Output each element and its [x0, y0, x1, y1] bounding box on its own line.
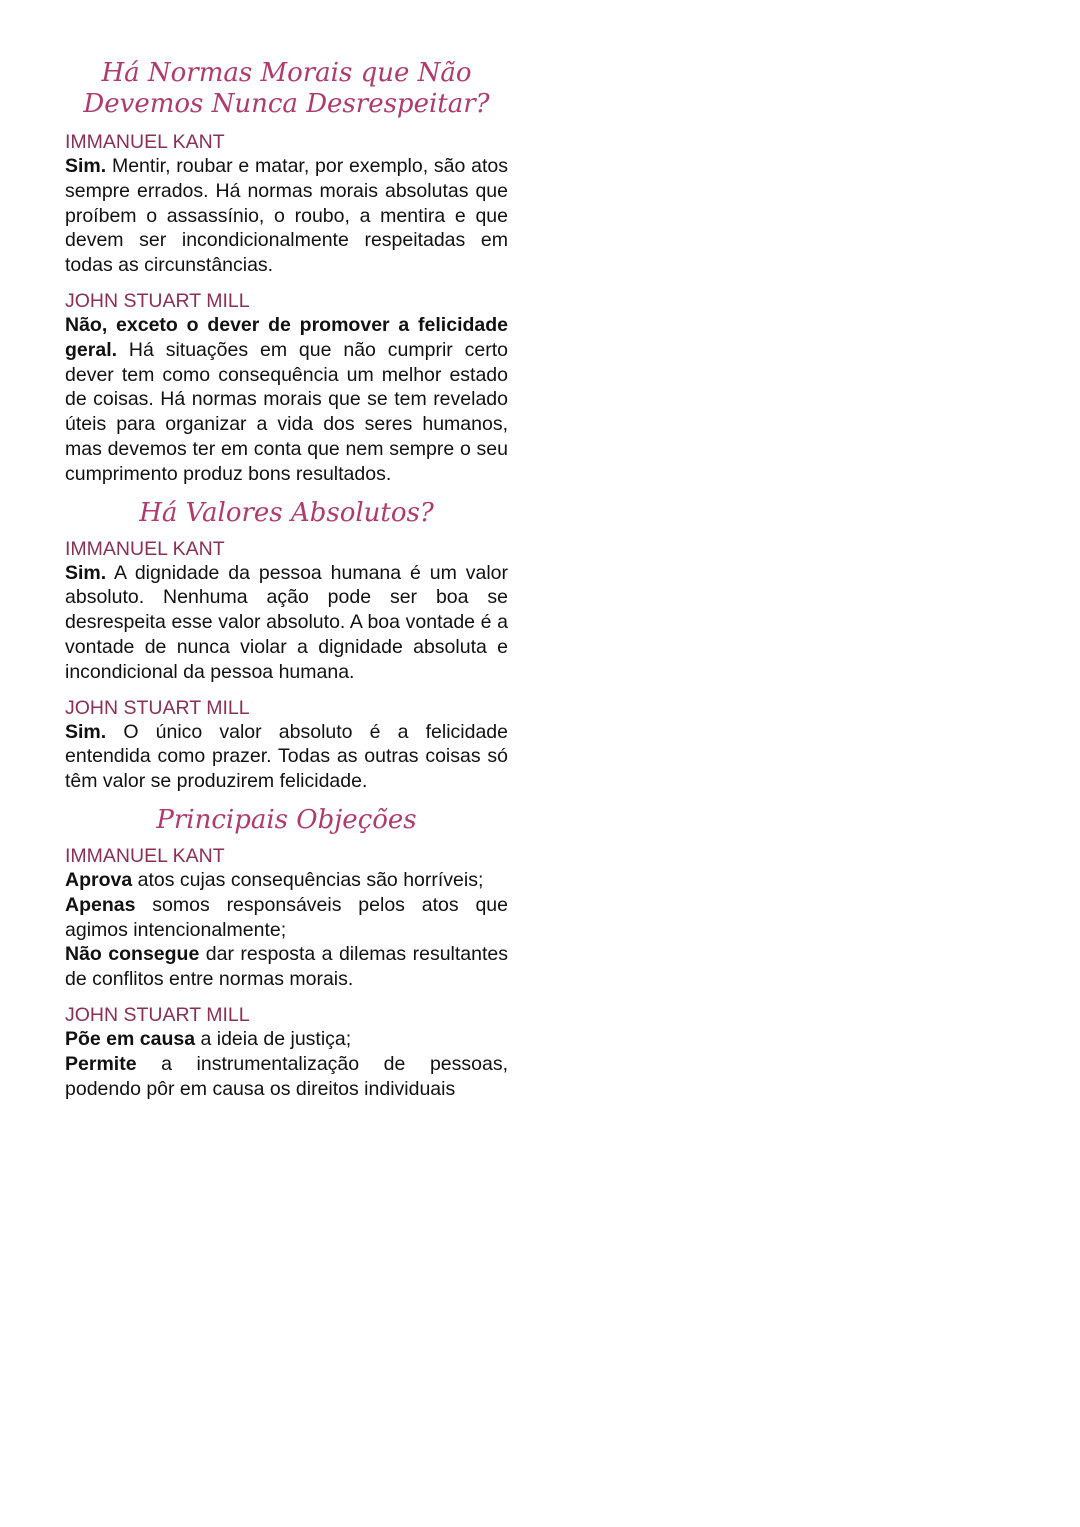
objection-text: somos responsáveis pelos atos que agimos intencionalmente; [65, 893, 508, 941]
author-name: IMMANUEL KANT [65, 844, 225, 867]
objection-line [65, 893, 508, 943]
objection-text: atos cujas consequências são horríveis; [132, 868, 484, 891]
objection-line [65, 1052, 508, 1102]
entry [65, 537, 508, 685]
heading-line: Há Valores Absolutos? [139, 497, 434, 528]
entry-text: A dignidade da pessoa humana é um valor absoluto. Nenhuma ação pode ser boa se desrespeita esse valor absoluto. A boa vontade é a vontade de nunca violar a dignidade absoluta e incondicional da pessoa humana. [65, 561, 508, 683]
author-name: JOHN STUART MILL [65, 1003, 250, 1026]
objection-bold-lead: Apenas [65, 893, 136, 916]
entry [65, 844, 508, 992]
entry-paragraph [65, 313, 508, 487]
section-heading [65, 58, 508, 120]
entry-text: Mentir, roubar e matar, por exemplo, são atos sempre errados. Há normas morais absolutas que proíbem o assassínio, o roubo, a mentira e que devem ser incondicionalmente respeitadas em todas as circunstâncias. [65, 155, 508, 277]
objection-bold-lead: Aprova [65, 868, 133, 891]
objection-text: a ideia de justiça; [195, 1027, 352, 1050]
entry-bold-lead: Sim. [65, 561, 107, 584]
objection-bold-lead: Permite [65, 1052, 137, 1075]
entry-text: O único valor absoluto é a felicidade entendida como prazer. Todas as outras coisas só têm valor se produzirem felicidade. [65, 720, 508, 793]
objection-text: dar resposta a dilemas resultantes de conflitos entre normas morais. [65, 943, 508, 991]
objection-bold-lead: Põe em causa [65, 1027, 196, 1050]
section-heading [65, 498, 508, 529]
entry-bold-lead: Sim. [65, 720, 107, 743]
entry-paragraph [65, 720, 508, 794]
entry [65, 696, 508, 794]
entry-text: Há situações em que não cumprir certo dever tem como consequência um melhor estado de coisas. Há normas morais que se tem revelado úteis para organizar a vida dos seres humanos, mas devemos ter em conta que nem sempre o seu cumprimento produz bons resultados. [65, 338, 508, 485]
document-page [65, 58, 508, 1101]
objection-line [65, 1027, 508, 1052]
heading-line: Principais Objeções [156, 804, 417, 835]
objection-line [65, 868, 508, 893]
entry [65, 1003, 508, 1101]
entry-paragraph [65, 561, 508, 685]
objection-text: a instrumentalização de pessoas, podendo pôr em causa os direitos individuais [65, 1052, 508, 1100]
section-heading [65, 805, 508, 836]
author-name: IMMANUEL KANT [65, 131, 225, 153]
entry [65, 130, 508, 278]
objection-bold-lead: Não consegue [65, 943, 200, 966]
heading-line: Há Normas Morais que Não [101, 58, 472, 88]
author-name: IMMANUEL KANT [65, 537, 225, 560]
entry-paragraph [65, 154, 508, 278]
entry-bold-lead: Sim. [65, 155, 107, 177]
heading-line: Devemos Nunca Desrespeitar? [83, 89, 490, 119]
author-name: JOHN STUART MILL [65, 289, 250, 312]
entry-bold-lead: Não, exceto o dever de promover a felicidade geral. [65, 313, 508, 361]
entry [65, 289, 508, 487]
objection-line [65, 942, 508, 992]
author-name: JOHN STUART MILL [65, 696, 250, 719]
